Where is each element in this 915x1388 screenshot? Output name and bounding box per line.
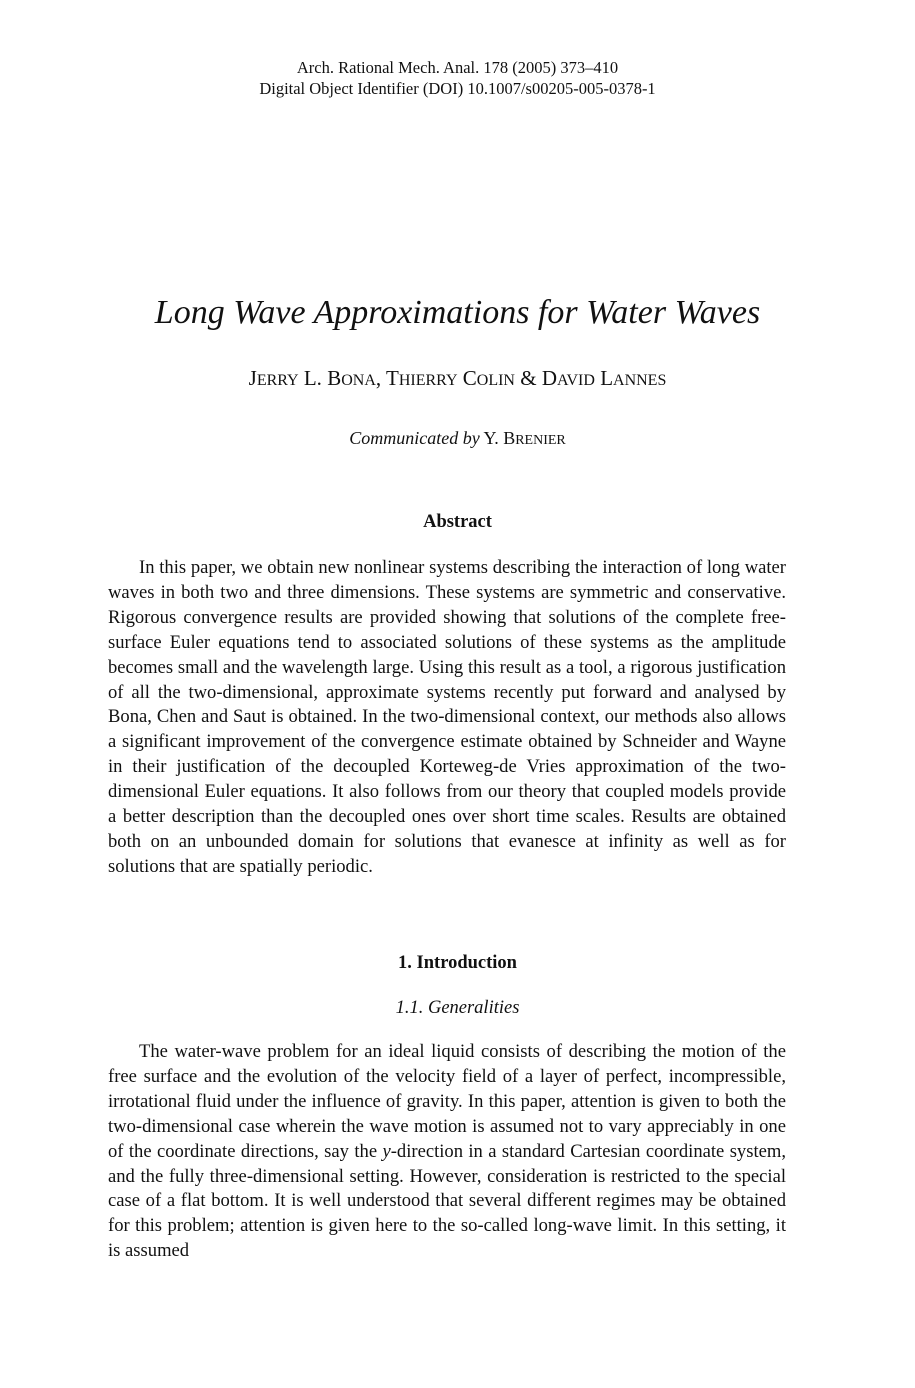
author-3-last-rest: ANNES — [613, 372, 667, 389]
journal-citation: Arch. Rational Mech. Anal. 178 (2005) 373–410 — [296, 58, 619, 77]
math-variable-y: y — [382, 1140, 391, 1162]
author-3-first-initial: D — [541, 366, 557, 390]
author-3-last-initial: L — [600, 366, 614, 390]
doi-line: Digital Object Identifier (DOI) 10.1007/s00205-005-0378-1 — [259, 79, 656, 98]
communicator-name-rest: RENIER — [515, 433, 566, 448]
subsection-heading-generalities: 1.1. Generalities — [395, 998, 520, 1018]
section-heading-introduction: 1. Introduction — [398, 953, 517, 973]
author-list — [0, 364, 915, 395]
abstract-text: In this paper, we obtain new nonlinear systems describing the interaction of long water waves in both two and three dimensions. These systems are symmetric and conservative. Rigorous convergence results are provided showing that solutions of the complete free-surface Euler equations tend to associated solutions of these systems as the amplitude becomes small and the wavelength large. Using this result as a tool, a rigorous justification of all the two-dimensional, approximate systems recently put forward and analysed by Bona, Chen and Saut is obtained. In the two-dimensional context, our methods also allows a significant improvement of the convergence estimate obtained by Schneider and Wayne in their justification of the decoupled Korteweg-de Vries approximation of the two-dimensional Euler equations. It also follows from our theory that coupled models provide a better description than the decoupled ones over short time scales. Results are obtained both on an unbounded domain for solutions that evanesce at infinity as well as for solutions that are spatially periodic. — [108, 557, 786, 877]
intro-text-part2: -direction in a standard Cartesian coordinate system, and the fully three-dimensional setting. However, consideration is restricted to the special case of a flat bottom. It is well understood that several different regimes may be obtained for this problem; attention is given here to the so-called long-wave limit. In this setting, it is assumed — [108, 1140, 786, 1262]
author-1-last-initial: B — [327, 366, 342, 390]
author-1-middle: L. — [298, 366, 328, 390]
communicator-name-cap: B — [503, 428, 516, 448]
author-3-first-rest: AVID — [557, 372, 595, 389]
communicator-initial: Y. — [479, 428, 504, 448]
intro-text-part1: The water-wave problem for an ideal liquid consists of describing the motion of the free surface and the evolution of the velocity field of a layer of perfect, incompressible, irrotational fluid under the influence of gravity. In this paper, attention is given to both the two-dimensional case wherein the wave motion is assumed not to vary appreciably in one of the coordinate directions, say the — [108, 1041, 786, 1162]
author-ampersand: & — [514, 366, 542, 390]
running-header — [0, 57, 915, 99]
author-2-first-rest: HIERRY — [398, 372, 458, 389]
communicated-by — [0, 426, 915, 453]
introduction-paragraph — [108, 1040, 786, 1264]
author-2-last-initial: C — [462, 366, 477, 390]
author-1-first-rest: ERRY — [256, 372, 299, 389]
communicated-label: Communicated by — [349, 428, 480, 448]
author-2-last-rest: OLIN — [476, 372, 515, 389]
author-1-first-initial: J — [248, 366, 257, 390]
paper-title: Long Wave Approximations for Water Waves — [154, 294, 761, 331]
author-2-first-initial: T — [386, 366, 399, 390]
author-separator: , — [375, 366, 386, 390]
abstract-heading: Abstract — [423, 512, 492, 532]
author-1-last-rest: ONA — [341, 372, 376, 389]
